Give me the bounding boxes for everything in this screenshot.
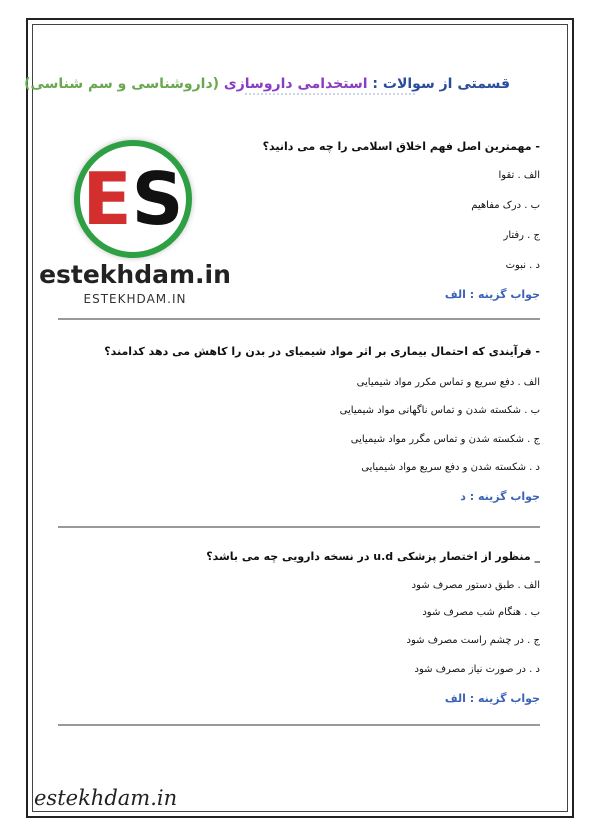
option-a: الف . دفع سریع و تماس مکرر مواد شیمیایی (356, 377, 540, 388)
logo-letter-s: S (131, 157, 184, 241)
logo-domain-caps: ESTEKHDAM.IN (83, 292, 187, 306)
option-c: ج . در چشم راست مصرف شود (406, 635, 540, 646)
estekhdam-logo (30, 140, 240, 310)
option-d: د . در صورت نیاز مصرف شود (414, 664, 540, 675)
logo-domain: estekhdam.in (39, 260, 231, 289)
option-d: د . شکسته شدن و دفع سریع مواد شیمیایی (361, 462, 540, 473)
option-b: ب . شکسته شدن و تماس ناگهانی مواد شیمیایی (339, 405, 540, 416)
question-divider (58, 724, 540, 726)
option-a: الف . طبق دستور مصرف شود (411, 580, 540, 591)
question-1 (240, 140, 540, 301)
question-text: _ منظور از اختصار پزشکی u.d در نسخه دارویی چه می باشد؟ (206, 550, 540, 563)
logo-letters (74, 154, 192, 244)
option-c: ج . رفتار (503, 230, 540, 241)
logo-letter-e: E (82, 157, 132, 241)
option-c: ج . شکسته شدن و تماس مگرر مواد شیمیایی (350, 434, 540, 445)
question-text: - فرآیندی که احتمال بیماری بر اثر مواد شیمیای در بدن را کاهش می دهد کدامند؟ (104, 345, 540, 358)
title-part-3: (داروشناسی و سم شناسی) (24, 76, 224, 92)
option-b: ب . هنگام شب مصرف شود (422, 607, 540, 618)
answer-label: جواب گزینه : الف (444, 288, 540, 301)
question-2 (104, 345, 540, 503)
title-reflection (245, 93, 415, 105)
answer-label: جواب گزینه : الف (444, 692, 540, 705)
question-text: - مهمترین اصل فهم اخلاق اسلامی را چه می دانید؟ (262, 140, 540, 153)
page-title (24, 76, 510, 92)
option-a: الف . تقوا (498, 170, 540, 181)
title-part-1: قسمتی از سوالات : (367, 76, 510, 92)
question-3 (206, 550, 540, 705)
question-divider (58, 318, 540, 320)
answer-label: جواب گزینه : د (460, 490, 540, 503)
watermark-text: estekhdam.in (34, 786, 178, 810)
title-part-2: استخدامی داروسازی (223, 76, 368, 92)
question-divider (58, 526, 540, 528)
option-d: د . نبوت (505, 260, 540, 271)
option-b: ب . درک مفاهیم (471, 200, 540, 211)
